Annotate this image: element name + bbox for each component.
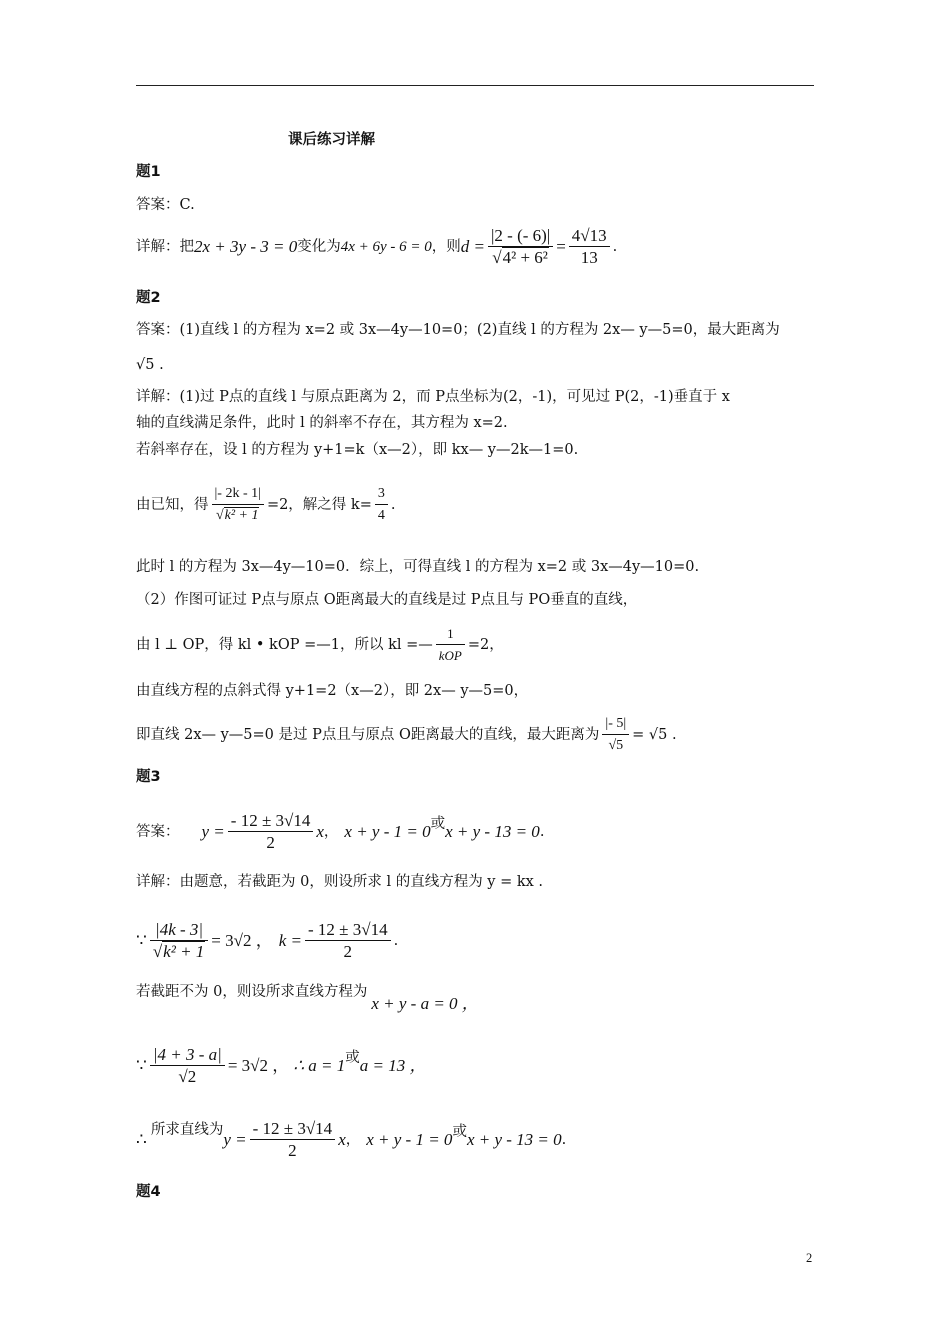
- q3-dot: .: [539, 824, 545, 840]
- q2-final-den: √5: [608, 737, 624, 753]
- q1-res-num: 4√13: [569, 226, 610, 247]
- q3-y-eq-2: y =: [223, 1130, 247, 1149]
- q3-line-b: x + y - 13 = 0: [445, 822, 540, 841]
- q3-k-end: .: [393, 933, 399, 949]
- q2-perp-num: 1: [436, 624, 465, 645]
- q1-d: d =: [460, 237, 485, 256]
- q3-dot-2: .: [561, 1132, 567, 1148]
- q2-point-slope: 由直线方程的点斜式得 y+1=2（x—2），即 2x— y—5=0，: [136, 683, 529, 699]
- q2-known-mid: =2，解之得 k=: [266, 497, 372, 513]
- q3-or-3: 或: [452, 1124, 467, 1140]
- q3-sep: ，: [323, 824, 339, 840]
- q3-line-a: x + y - 1 = 0: [344, 822, 431, 841]
- q2-known-den: k² + 1: [224, 507, 259, 523]
- q3-nonzero: [136, 982, 479, 1022]
- q2-known-num: |- 2k - 1|: [212, 484, 264, 505]
- q3-x: x: [316, 822, 324, 841]
- q3-or: 或: [430, 816, 446, 832]
- q2-k-num: 3: [375, 484, 388, 505]
- q1-res-den: 13: [580, 247, 598, 267]
- q2-perp-frac: [436, 624, 465, 667]
- q2-perp-den: kOP: [438, 647, 462, 663]
- q2-answer-line1: 答案：(1)直线 l 的方程为 x=2 或 3x—4y—10=0；(2)直线 l 的方程为 2x— y—5=0，最大距离为: [136, 322, 780, 338]
- q3-k-num: - 12 ± 3√14: [305, 920, 391, 941]
- q3-sol-frac: [228, 811, 314, 854]
- q2-known-frac: $\frac{|- 2k - 1|}{\text{√k² + 1}}$: [212, 484, 264, 527]
- q2-final-num: |- 5|: [602, 714, 629, 735]
- q1-result: [569, 226, 610, 269]
- q2-final-prefix: 即直线 2x— y—5=0 是过 P点且与原点 O距离最大的直线，最大距离为: [136, 727, 600, 743]
- q3-nonzero-text: 若截距不为 0，则设所求直线方程为: [136, 984, 368, 1000]
- q3-sol-den-2: 2: [288, 1140, 297, 1160]
- q3-answer: [136, 802, 544, 862]
- q3-because-2: ∵: [136, 1056, 147, 1075]
- q1-eq-sign: =: [556, 237, 566, 256]
- q3-because-1: ∵: [136, 931, 147, 950]
- q3-since2-den: √2: [178, 1066, 197, 1086]
- q3-sol-frac-2: [250, 1119, 336, 1162]
- q3-therefore-symbol: ∴: [136, 1130, 147, 1149]
- q3-since1-den: k² + 1: [163, 941, 205, 961]
- q1-eq1: 2x + 3y - 3 = 0: [194, 237, 298, 256]
- q1-mid: 变化为: [297, 239, 341, 255]
- q1-detail: [136, 220, 617, 274]
- q3-sol-num: - 12 ± 3√14: [228, 811, 314, 832]
- q1-end: .: [612, 239, 618, 255]
- q3-sep-2: ，: [345, 1132, 361, 1148]
- q1-heading: 题1: [136, 164, 161, 180]
- q3-k-den: 2: [343, 941, 353, 961]
- q3-conclusion: [136, 1110, 566, 1170]
- q2-perp-end: =2，: [467, 637, 504, 653]
- q3-k-frac: [305, 920, 391, 963]
- q3-therefore-a: ∴ a = 1: [293, 1056, 346, 1075]
- page-number: 2: [806, 1251, 813, 1265]
- q3-since1-eq: = 3√2 ，: [211, 931, 273, 950]
- q1-frac-num: |2 - (- 6)|: [488, 226, 553, 247]
- q3-therefore-text: 所求直线为: [150, 1122, 224, 1138]
- q3-since1-frac: $\frac{|4k - 3|}{\text{√k² + 1}}$: [150, 920, 208, 963]
- q3-detail: 详解：由题意，若截距为 0，则设所求 l 的直线方程为 y = kx .: [136, 874, 544, 890]
- q3-since2-num: |4 + 3 - a|: [150, 1045, 225, 1066]
- q3-line-c: x + y - a = 0 ，: [371, 994, 479, 1013]
- q3-since1: [136, 910, 398, 972]
- q2-perp-prefix: 由 l ⊥ OP，得 kl • kOP =—1，所以 kl =—: [136, 637, 433, 653]
- q4-heading: 题4: [136, 1184, 161, 1200]
- q2-known: [136, 478, 395, 532]
- q2-answer-line2: √5 .: [136, 357, 164, 373]
- q2-detail-line2: 轴的直线满足条件，此时 l 的斜率不存在，其方程为 x=2.: [136, 415, 508, 431]
- q2-heading: 题2: [136, 290, 161, 306]
- q3-since1-num: |4k - 3|: [150, 920, 208, 941]
- q1-eq2: 4x + 6y - 6 = 0: [340, 239, 432, 255]
- q2-perp: [136, 620, 504, 670]
- q2-final: [136, 710, 677, 760]
- q3-since2-eq: = 3√2 ，: [227, 1056, 290, 1075]
- q3-or-2: 或: [345, 1050, 360, 1066]
- q2-line-then: 此时 l 的方程为 3x—4y—10=0．综上，可得直线 l 的方程为 x=2 或 3x—4y—10=0.: [136, 559, 700, 575]
- q2-final-frac: [602, 714, 629, 757]
- q2-known-end: .: [390, 497, 396, 513]
- q3-since2-frac: [150, 1045, 225, 1088]
- q1-then: ，则: [431, 239, 461, 255]
- page-title: 课后练习详解: [288, 132, 375, 148]
- q3-a13: a = 13 ，: [359, 1056, 427, 1075]
- q3-x-2: x: [338, 1130, 346, 1149]
- q2-detail-line3: 若斜率存在，设 l 的方程为 y+1=k（x—2），即 kx— y—2k—1=0.: [136, 442, 579, 458]
- header-rule: [136, 85, 814, 86]
- q2-known-prefix: 由已知，得: [136, 497, 209, 513]
- q1-detail-prefix: 详解：把: [136, 239, 194, 255]
- q1-frac-den: 4² + 6²: [502, 247, 548, 267]
- q2-part2-line1: （2）作图可证过 P点与原点 O距离最大的直线是过 P点且与 PO垂直的直线，: [136, 592, 638, 608]
- q3-heading: 题3: [136, 769, 161, 785]
- q3-k-eq: k =: [278, 931, 302, 950]
- q3-sol-den: 2: [266, 832, 275, 852]
- q2-k-frac: [375, 484, 388, 527]
- q2-detail-line1: 详解：(1)过 P点的直线 l 与原点距离为 2，而 P点坐标为(2，-1)，可见过 P(2，-1)垂直于 x: [136, 389, 730, 405]
- q1-answer: 答案：C.: [136, 197, 195, 213]
- q3-sol-num-2: - 12 ± 3√14: [250, 1119, 336, 1140]
- q3-since2: [136, 1036, 427, 1096]
- q2-k-den: 4: [377, 507, 385, 523]
- q3-line-a-2: x + y - 1 = 0: [366, 1130, 453, 1149]
- q1-fraction: $\frac{|2 - (- 6)|}{\text{√4² + 6²}}$: [488, 226, 553, 269]
- q3-y-eq: y =: [201, 822, 225, 841]
- q2-final-end: = √5 .: [632, 727, 677, 743]
- q3-line-b-2: x + y - 13 = 0: [466, 1130, 562, 1149]
- q3-answer-prefix: 答案：: [136, 824, 180, 840]
